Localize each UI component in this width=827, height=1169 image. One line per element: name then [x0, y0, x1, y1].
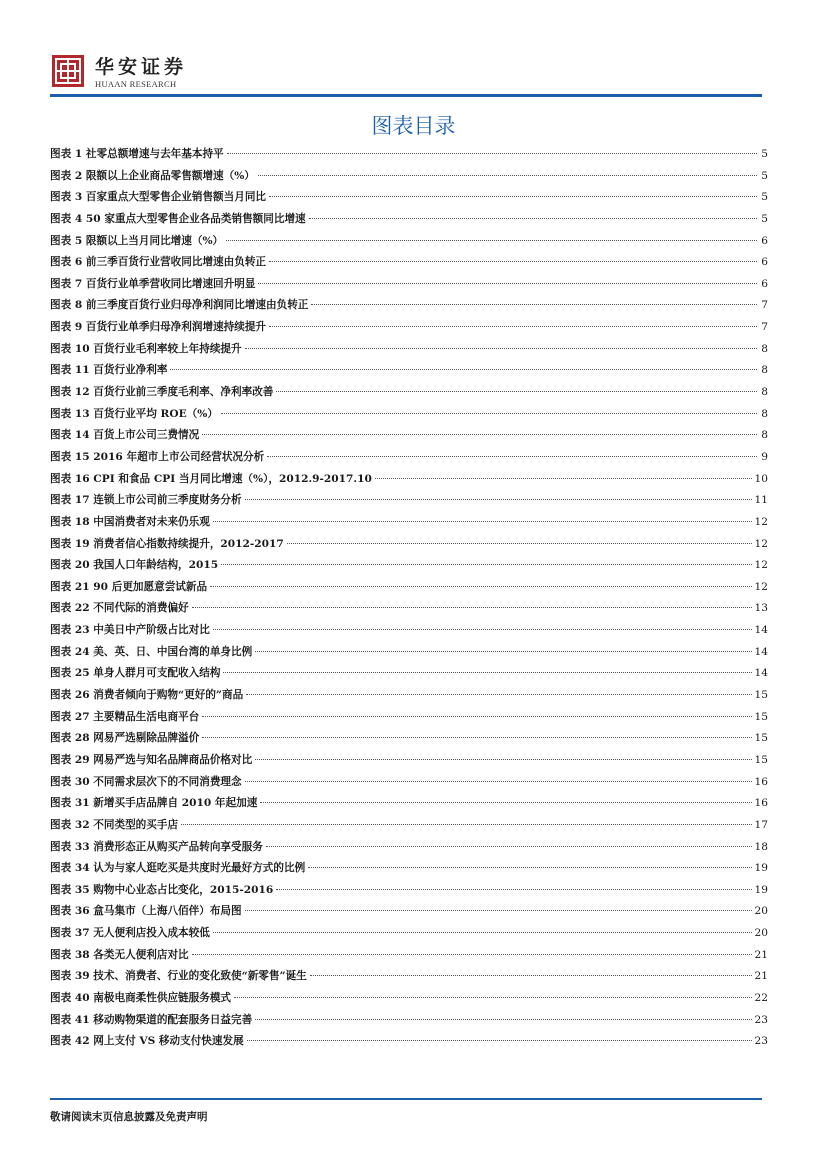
toc-entry-page: 5 [761, 169, 768, 182]
toc-leader-dots [221, 413, 757, 414]
toc-leader-dots [181, 824, 751, 825]
toc-leader-dots [255, 759, 751, 760]
toc-entry[interactable] [50, 534, 768, 556]
toc-entry-page: 19 [754, 862, 768, 875]
toc-leader-dots [276, 391, 757, 392]
toc-leader-dots [210, 586, 751, 587]
toc-entry[interactable] [50, 490, 768, 512]
toc-entry-label: 图表 15 2016 年超市上市公司经营状况分析 [50, 450, 265, 463]
toc-entry-label: 图表 9 百货行业单季归母净利润增速持续提升 [50, 321, 267, 334]
toc-entry-page: 22 [754, 991, 768, 1004]
toc-leader-dots [266, 846, 752, 847]
footer-disclaimer: 敬请阅读末页信息披露及免责声明 [50, 1111, 208, 1123]
toc-entry[interactable] [50, 317, 768, 339]
footer-divider [50, 1098, 762, 1100]
toc-entry[interactable] [50, 815, 768, 837]
toc-title: 图表目录 [371, 114, 456, 138]
toc-entry-page: 21 [754, 970, 768, 983]
toc-entry-label: 图表 4 50 家重点大型零售企业各品类销售额同比增速 [50, 212, 306, 225]
toc-entry-label: 图表 36 盒马集市（上海八佰伴）布局图 [50, 905, 242, 918]
toc-entry[interactable] [50, 339, 768, 361]
toc-entry-page: 10 [754, 472, 768, 485]
toc-leader-dots [245, 781, 752, 782]
toc-entry-label: 图表 28 网易严选剔除品牌溢价 [50, 732, 200, 745]
toc-entry-label: 图表 6 前三季百货行业营收同比增速由负转正 [50, 256, 267, 269]
toc-entry-label: 图表 11 百货行业净利率 [50, 364, 168, 377]
toc-entry-label: 图表 22 不同代际的消费偏好 [50, 602, 189, 615]
toc-entry-label: 图表 14 百货上市公司三费情况 [50, 429, 200, 442]
toc-entry[interactable] [50, 425, 768, 447]
toc-entry[interactable] [50, 598, 768, 620]
toc-entry-label: 图表 16 CPI 和食品 CPI 当月同比增速（%），2012.9-2017.10 [50, 472, 372, 485]
toc-entry-label: 图表 23 中美日中产阶级占比对比 [50, 624, 210, 637]
toc-entry[interactable] [50, 469, 768, 491]
toc-entry[interactable] [50, 945, 768, 967]
toc-entry-page: 16 [754, 775, 768, 788]
toc-entry[interactable] [50, 187, 768, 209]
toc-entry[interactable] [50, 231, 768, 253]
toc-entry-page: 8 [761, 386, 768, 399]
toc-entry[interactable] [50, 209, 768, 231]
toc-leader-dots [375, 478, 752, 479]
toc-leader-dots [246, 694, 751, 695]
toc-entry-page: 9 [761, 450, 768, 463]
toc-entry-page: 14 [754, 624, 768, 637]
toc-entry[interactable] [50, 1010, 768, 1032]
toc-entry-page: 23 [754, 1013, 768, 1026]
toc-entry-label: 图表 3 百家重点大型零售企业销售额当月同比 [50, 191, 267, 204]
header-divider [50, 94, 762, 97]
toc-entry-label: 图表 40 南极电商柔性供应链服务模式 [50, 991, 232, 1004]
toc-leader-dots [276, 889, 751, 890]
toc-leader-dots [269, 196, 757, 197]
toc-entry-label: 图表 17 连锁上市公司前三季度财务分析 [50, 494, 242, 507]
toc-leader-dots [269, 261, 757, 262]
toc-entry-page: 20 [754, 905, 768, 918]
toc-entry[interactable] [50, 772, 768, 794]
toc-entry-page: 15 [754, 689, 768, 702]
toc-entry[interactable] [50, 837, 768, 859]
toc-leader-dots [310, 975, 752, 976]
toc-entry-label: 图表 42 网上支付 VS 移动支付快速发展 [50, 1035, 244, 1048]
toc-entry-label: 图表 29 网易严选与知名品牌商品价格对比 [50, 753, 253, 766]
toc-entry[interactable] [50, 252, 768, 274]
toc-leader-dots [213, 932, 752, 933]
toc-entry-page: 23 [754, 1035, 768, 1048]
toc-entry-label: 图表 26 消费者倾向于购物“更好的”商品 [50, 689, 244, 702]
toc-entry-label: 图表 39 技术、消费者、行业的变化致使“新零售”诞生 [50, 970, 307, 983]
toc-entry-page: 11 [754, 494, 768, 507]
huaan-logo-icon [52, 55, 84, 87]
toc-entry-page: 20 [754, 927, 768, 940]
brand-subtitle: HUAAN RESEARCH [95, 79, 177, 89]
toc-entry[interactable] [50, 966, 768, 988]
toc-entry-page: 21 [754, 948, 768, 961]
toc-entry-label: 图表 31 新增买手店品牌自 2010 年起加速 [50, 797, 258, 810]
toc-entry[interactable] [50, 555, 768, 577]
toc-entry[interactable] [50, 728, 768, 750]
toc-entry-page: 15 [754, 753, 768, 766]
toc-entry[interactable] [50, 404, 768, 426]
toc-entry-page: 5 [761, 212, 768, 225]
toc-entry[interactable] [50, 901, 768, 923]
toc-leader-dots [202, 716, 751, 717]
toc-leader-dots [245, 499, 752, 500]
toc-leader-dots [269, 326, 757, 327]
page-header [0, 0, 827, 98]
toc-leader-dots [255, 651, 751, 652]
toc-entry-label: 图表 10 百货行业毛利率较上年持续提升 [50, 342, 242, 355]
toc-entry-page: 8 [761, 364, 768, 377]
toc-leader-dots [223, 672, 751, 673]
toc-entry-page: 7 [761, 321, 768, 334]
toc-entry-label: 图表 32 不同类型的买手店 [50, 818, 179, 831]
toc-entry-label: 图表 19 消费者信心指数持续提升，2012-2017 [50, 537, 284, 550]
toc-leader-dots [258, 283, 757, 284]
toc-entry-page: 16 [754, 797, 768, 810]
toc-leader-dots [258, 175, 757, 176]
toc-entry-label: 图表 38 各类无人便利店对比 [50, 948, 189, 961]
toc-entry[interactable] [50, 750, 768, 772]
toc-entry-label: 图表 13 百货行业平均 ROE（%） [50, 407, 218, 420]
toc-entry-label: 图表 7 百货行业单季营收同比增速回升明显 [50, 277, 256, 290]
toc-entry-page: 19 [754, 883, 768, 896]
toc-entry[interactable] [50, 274, 768, 296]
toc-leader-dots [227, 153, 757, 154]
toc-leader-dots [308, 867, 751, 868]
toc-entry[interactable] [50, 685, 768, 707]
toc-entry-page: 17 [754, 818, 768, 831]
toc-entry-page: 7 [761, 299, 768, 312]
toc-leader-dots [267, 456, 757, 457]
toc-leader-dots [202, 737, 751, 738]
toc-leader-dots [287, 543, 752, 544]
toc-leader-dots [213, 521, 752, 522]
toc-entry-label: 图表 5 限额以上当月同比增速（%） [50, 234, 224, 247]
toc-leader-dots [221, 564, 751, 565]
toc-entry[interactable] [50, 620, 768, 642]
toc-entry-page: 18 [754, 840, 768, 853]
toc-entry-page: 8 [761, 342, 768, 355]
toc-entry-page: 14 [754, 645, 768, 658]
toc-entry[interactable] [50, 577, 768, 599]
toc-entry-label: 图表 18 中国消费者对未来仍乐观 [50, 515, 210, 528]
toc-entry[interactable] [50, 793, 768, 815]
toc-leader-dots [192, 954, 752, 955]
toc-leader-dots [309, 218, 757, 219]
toc-entry-page: 6 [761, 277, 768, 290]
toc-entry-page: 8 [761, 429, 768, 442]
toc-entry-label: 图表 8 前三季度百货行业归母净利润同比增速由负转正 [50, 299, 309, 312]
toc-entry-label: 图表 24 美、英、日、中国台湾的单身比例 [50, 645, 253, 658]
toc-entry-page: 15 [754, 710, 768, 723]
toc-entry-label: 图表 12 百货行业前三季度毛利率、净利率改善 [50, 386, 274, 399]
toc-entry[interactable] [50, 642, 768, 664]
toc-entry-page: 12 [754, 515, 768, 528]
toc-entry-label: 图表 41 移动购物渠道的配套服务日益完善 [50, 1013, 253, 1026]
toc-entry[interactable] [50, 295, 768, 317]
toc-entry[interactable] [50, 880, 768, 902]
toc-entry-page: 13 [754, 602, 768, 615]
toc-entry-label: 图表 30 不同需求层次下的不同消费理念 [50, 775, 242, 788]
toc-leader-dots [226, 240, 757, 241]
toc-entry[interactable] [50, 166, 768, 188]
toc-entry[interactable] [50, 663, 768, 685]
toc-entry[interactable] [50, 360, 768, 382]
toc-entry[interactable] [50, 447, 768, 469]
toc-entry-label: 图表 35 购物中心业态占比变化，2015-2016 [50, 883, 274, 896]
toc-entry[interactable] [50, 858, 768, 880]
toc-leader-dots [311, 304, 757, 305]
toc-leader-dots [245, 348, 757, 349]
toc-entry-page: 6 [761, 256, 768, 269]
toc-entry-label: 图表 20 我国人口年龄结构，2015 [50, 559, 219, 572]
brand-name: 华安证券 [95, 56, 188, 78]
toc-entry-page: 5 [761, 191, 768, 204]
toc-entry[interactable] [50, 707, 768, 729]
toc-list [50, 144, 768, 1053]
toc-entry-page: 8 [761, 407, 768, 420]
toc-entry[interactable] [50, 512, 768, 534]
toc-entry-label: 图表 1 社零总额增速与去年基本持平 [50, 148, 224, 160]
toc-entry-page: 12 [754, 537, 768, 550]
toc-entry[interactable] [50, 923, 768, 945]
toc-leader-dots [234, 997, 751, 998]
toc-leader-dots [255, 1019, 751, 1020]
toc-entry[interactable] [50, 988, 768, 1010]
toc-entry-label: 图表 25 单身人群月可支配收入结构 [50, 667, 221, 680]
toc-leader-dots [192, 607, 752, 608]
toc-leader-dots [245, 910, 752, 911]
toc-entry-page: 15 [754, 732, 768, 745]
toc-entry-label: 图表 27 主要精品生活电商平台 [50, 710, 200, 723]
toc-leader-dots [213, 629, 752, 630]
toc-entry-page: 14 [754, 667, 768, 680]
toc-entry-page: 12 [754, 559, 768, 572]
toc-leader-dots [247, 1040, 752, 1041]
toc-entry[interactable] [50, 144, 768, 166]
toc-leader-dots [170, 369, 757, 370]
toc-entry-label: 图表 2 限额以上企业商品零售额增速（%） [50, 169, 255, 182]
toc-entry-label: 图表 37 无人便利店投入成本较低 [50, 927, 210, 940]
toc-entry[interactable] [50, 1031, 768, 1053]
toc-entry-label: 图表 21 90 后更加愿意尝试新品 [50, 580, 208, 593]
toc-entry-label: 图表 34 认为与家人逛吃买是共度时光最好方式的比例 [50, 862, 306, 875]
toc-entry-label: 图表 33 消费形态正从购买产品转向享受服务 [50, 840, 263, 853]
toc-entry-page: 12 [754, 580, 768, 593]
toc-leader-dots [260, 802, 751, 803]
toc-leader-dots [202, 434, 757, 435]
toc-entry[interactable] [50, 382, 768, 404]
toc-entry-page: 6 [761, 234, 768, 247]
toc-entry-page: 5 [761, 148, 768, 160]
